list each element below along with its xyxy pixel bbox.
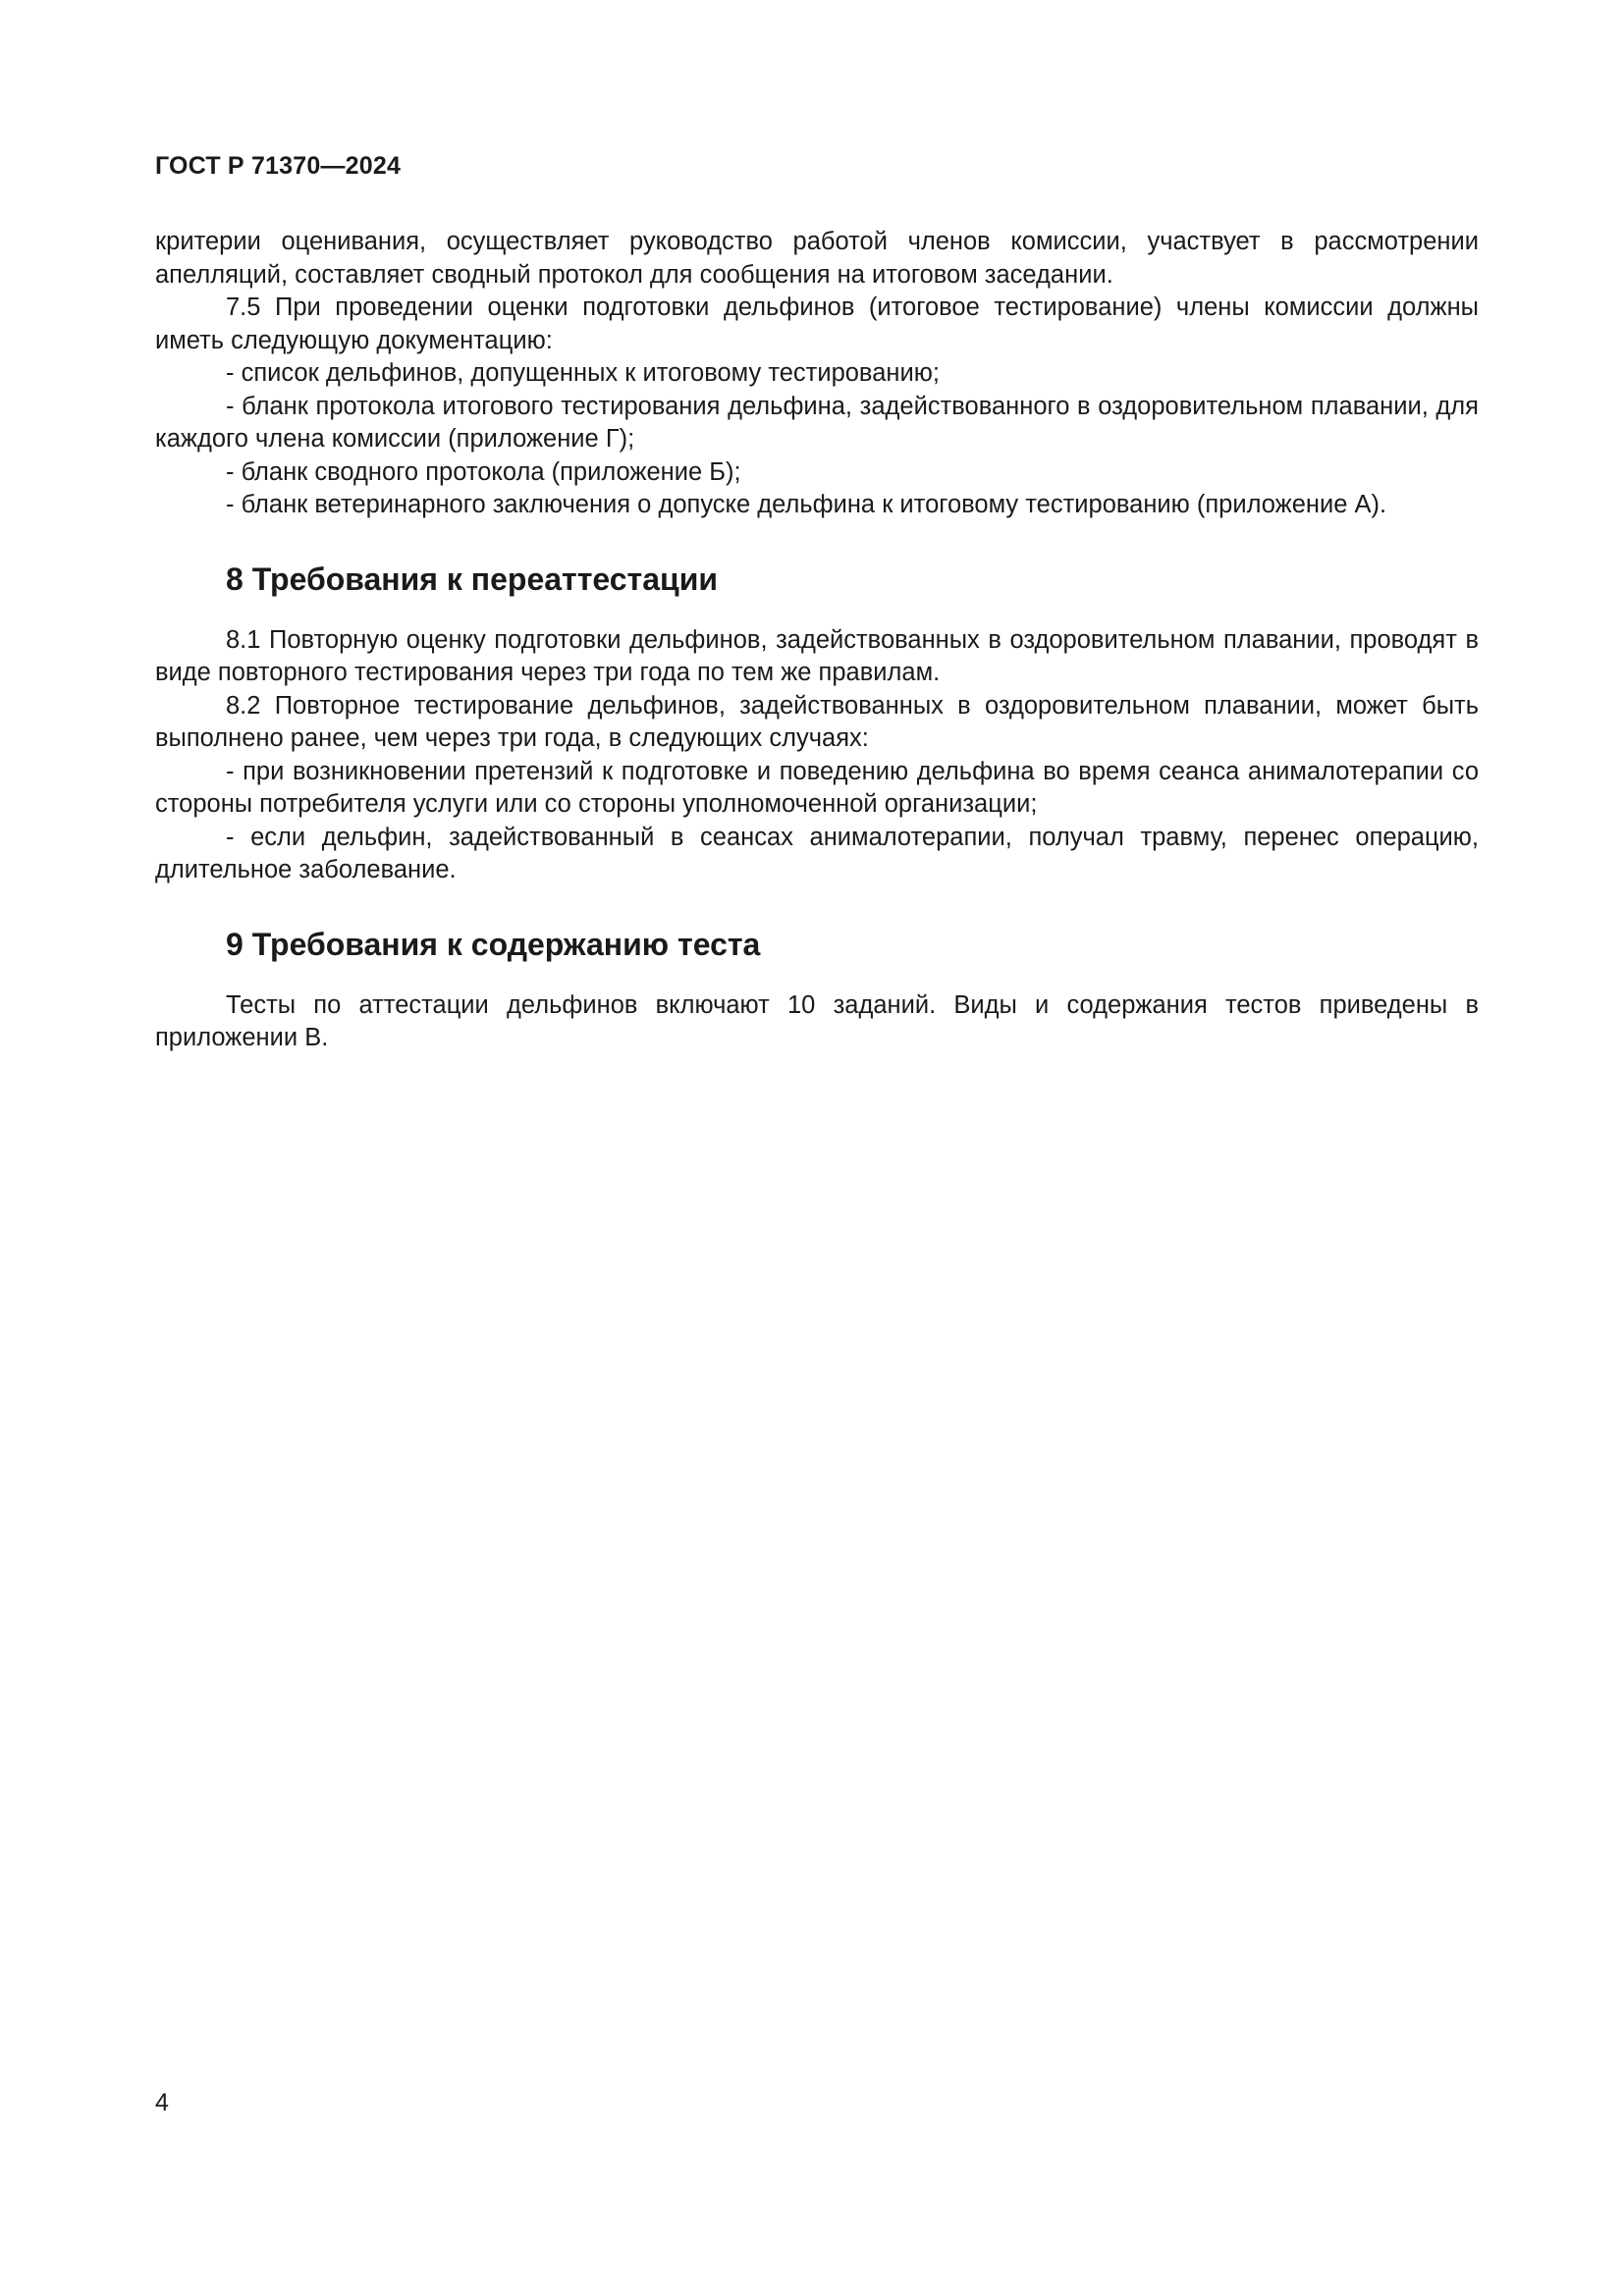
list-item: - бланк протокола итогового тестирования дельфина, задействованного в оздоровительном плавании, для каждого члена комиссии (приложение Г); — [155, 392, 1479, 453]
document-body — [155, 226, 1479, 1055]
section-8-heading: 8 Требования к переаттестации — [226, 561, 719, 597]
page-number: 4 — [155, 2089, 169, 2116]
list-item: - бланк сводного протокола (приложение Б); — [226, 457, 741, 486]
list-item: - бланк ветеринарного заключения о допуске дельфина к итоговому тестированию (приложение А). — [226, 491, 1387, 518]
paragraph-8-2: 8.2 Повторное тестирование дельфинов, задействованных в оздоровительном плавании, может быть выполнено ранее, чем через три года, в следующих случаях: — [155, 691, 1479, 752]
list-item: - при возникновении претензий к подготовке и поведению дельфина во время сеанса анималотерапии со стороны потребителя услуги или со стороны уполномоченной организации; — [155, 757, 1479, 818]
running-header: ГОСТ Р 71370—2024 — [155, 152, 402, 180]
section7-continuation: критерии оценивания, осуществляет руководство работой членов комиссии, участвует в рассмотрении апелляций, составляет сводный протокол для сообщения на итоговом заседании. — [155, 228, 1479, 289]
paragraph-8-1: 8.1 Повторную оценку подготовки дельфинов, задействованных в оздоровительном плавании, проводят в виде повторного тестирования через три года по тем же правилам. — [155, 625, 1479, 686]
paragraph-9: Тесты по аттестации дельфинов включают 10 заданий. Виды и содержания тестов приведены в приложении В. — [155, 990, 1479, 1051]
paragraph-7-5: 7.5 При проведении оценки подготовки дельфинов (итоговое тестирование) члены комиссии должны иметь следующую документацию: — [155, 294, 1479, 354]
section-9-heading: 9 Требования к содержанию теста — [226, 926, 761, 962]
list-item: - список дельфинов, допущенных к итоговому тестированию; — [226, 359, 940, 387]
list-item: - если дельфин, задействованный в сеансах анималотерапии, получал травму, перенес операцию, длительное заболевание. — [155, 823, 1479, 883]
